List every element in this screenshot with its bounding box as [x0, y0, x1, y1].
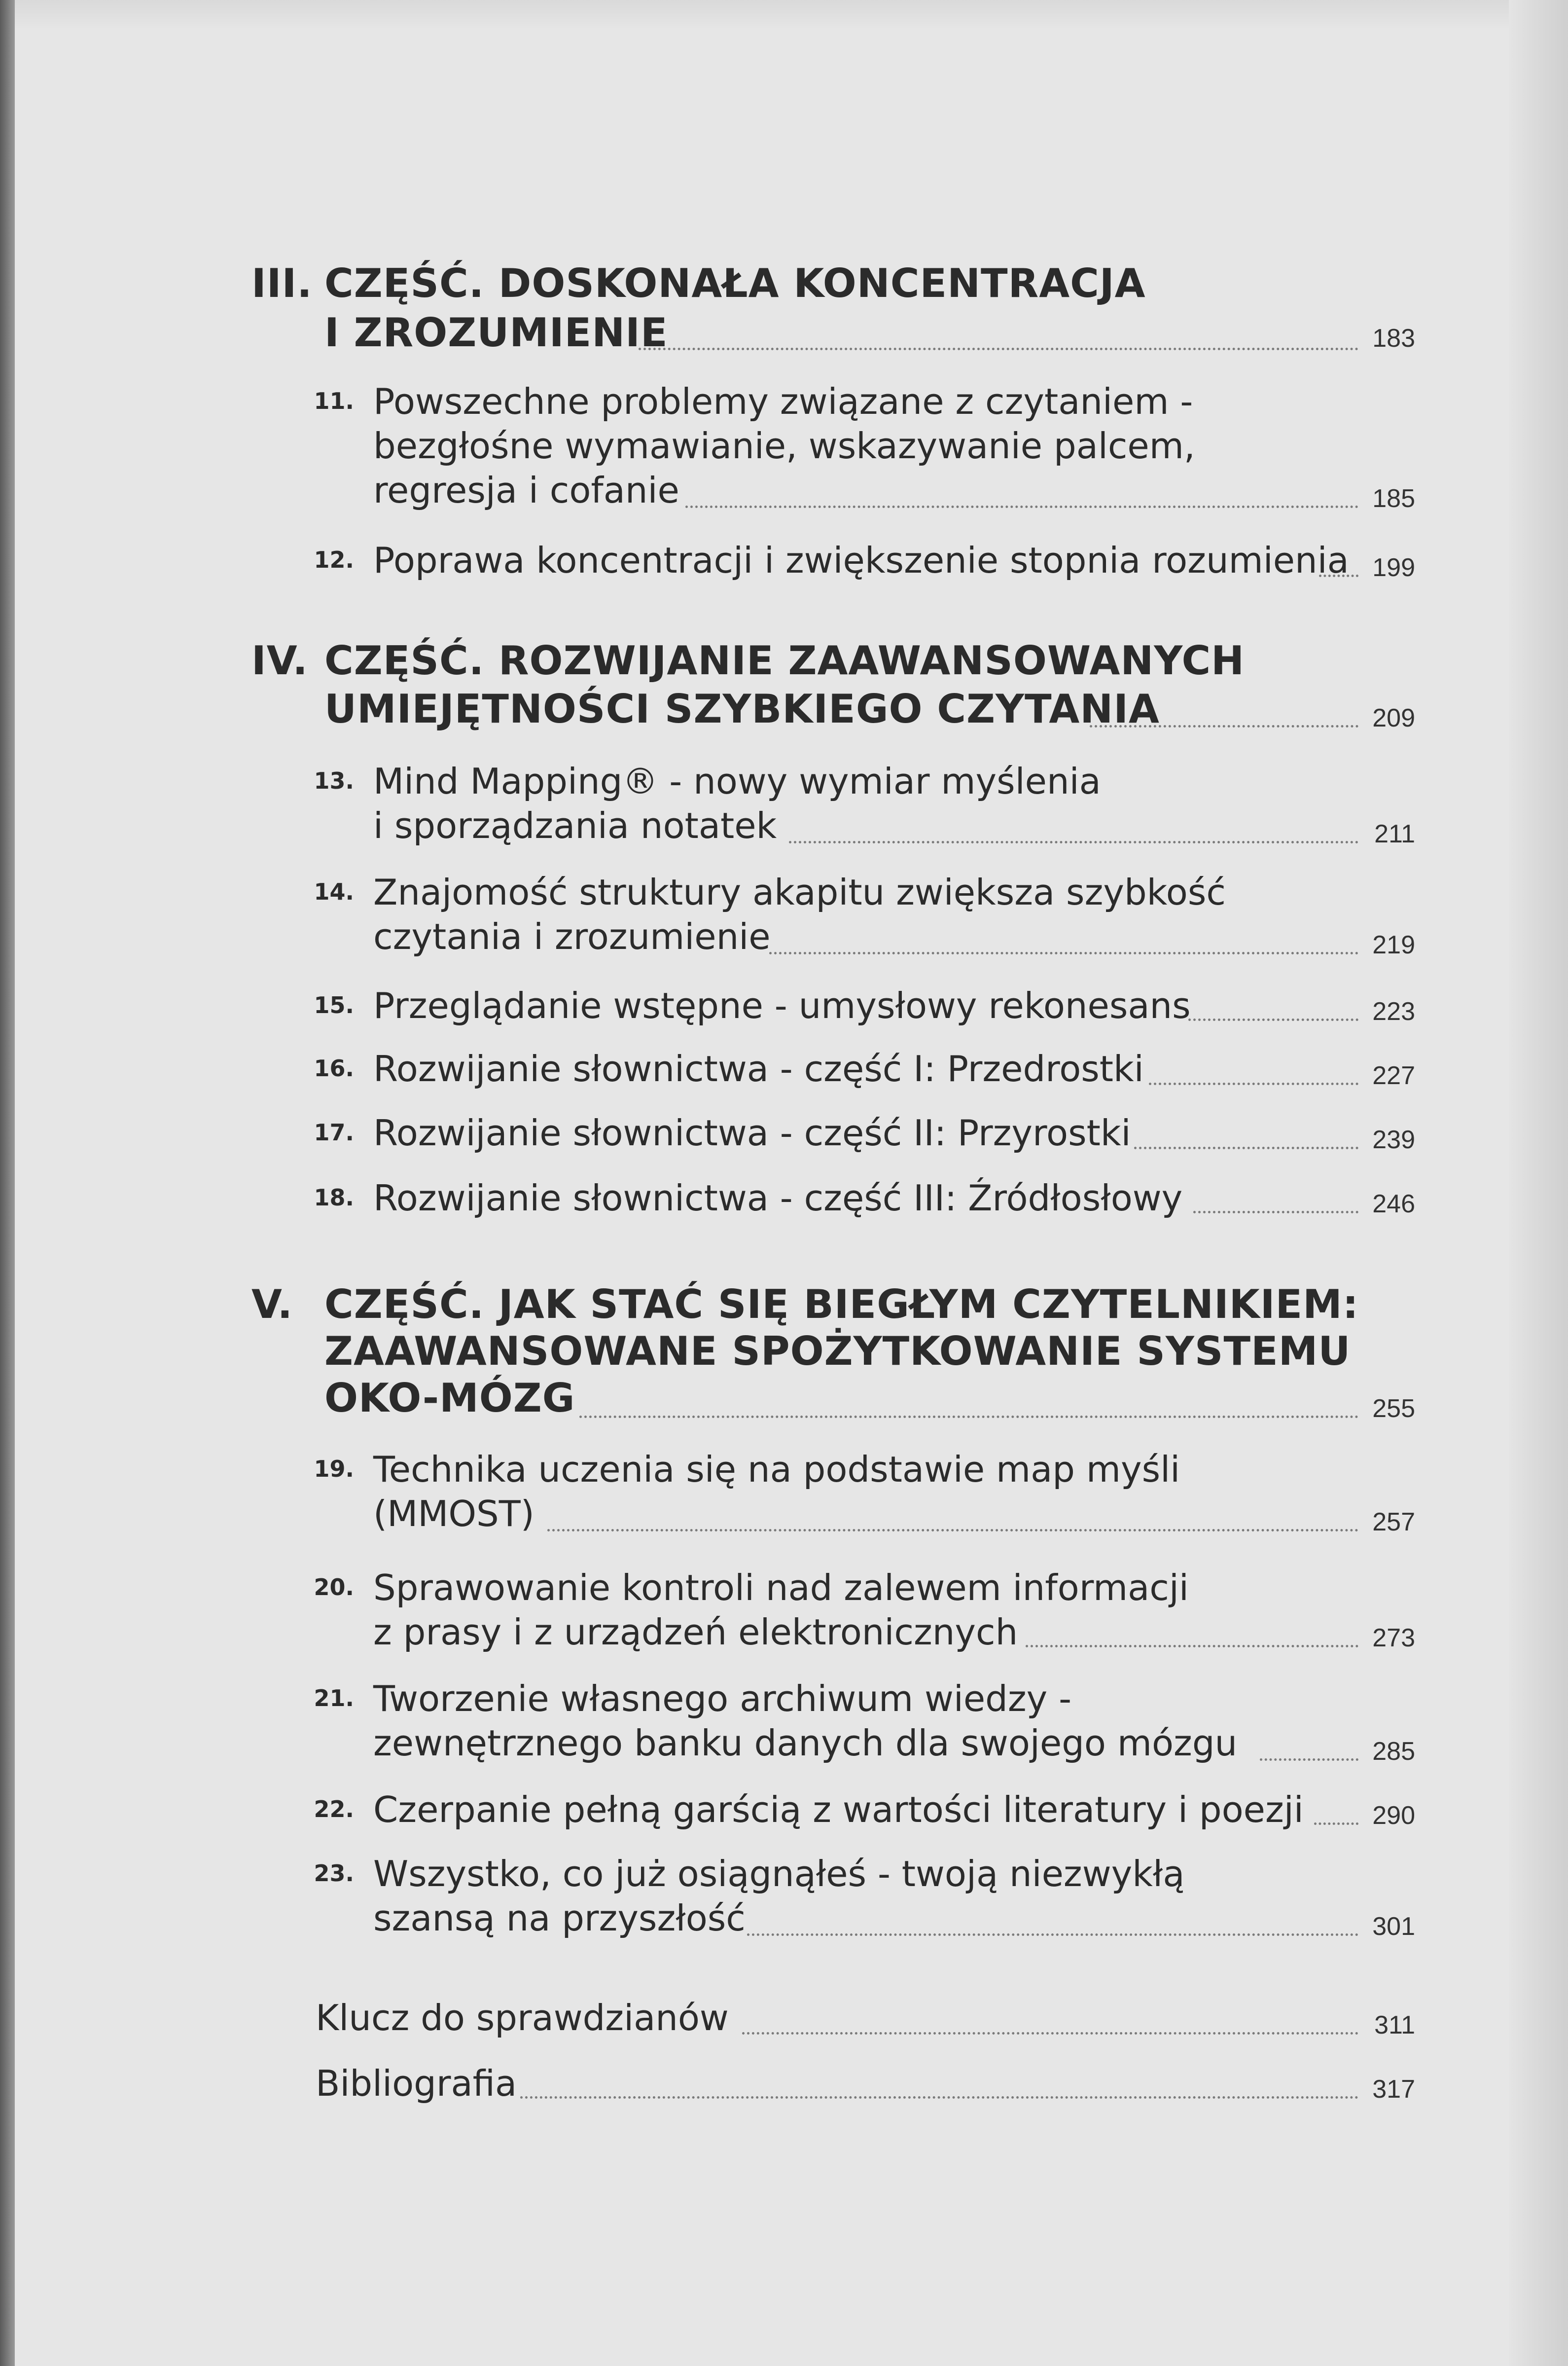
page-number: 239	[1372, 1126, 1415, 1154]
chapter-number: 18.	[314, 1184, 354, 1211]
dot-leader	[1090, 720, 1358, 728]
chapter-number: 13.	[314, 767, 354, 794]
chapter-title-line: Sprawowanie kontroli nad zalewem informacji	[373, 1567, 1189, 1608]
part-title-line: I ZROZUMIENIE	[324, 310, 668, 356]
chapter-title-line: zewnętrznego banku danych dla swojego mózgu	[373, 1722, 1238, 1764]
part-title-line: CZĘŚĆ. ROZWIJANIE ZAAWANSOWANYCH	[324, 638, 1245, 684]
page-number: 219	[1372, 931, 1415, 959]
back-matter-title: Klucz do sprawdzianów	[316, 1997, 729, 2038]
part-title-line: CZĘŚĆ. DOSKONAŁA KONCENTRACJA	[324, 260, 1146, 306]
dot-leader	[1188, 1014, 1358, 1021]
chapter-title-line: (MMOST)	[373, 1493, 535, 1534]
part-number: IV.	[251, 638, 308, 684]
chapter-title-line: Rozwijanie słownictwa - część I: Przedrostki	[373, 1048, 1144, 1090]
chapter-number: 11.	[314, 388, 354, 414]
chapter-title-line: Tworzenie własnego archiwum wiedzy -	[373, 1678, 1072, 1719]
dot-leader	[1026, 1640, 1358, 1647]
chapter-number: 21.	[314, 1685, 354, 1711]
chapter-title-line: Technika uczenia się na podstawie map myśli	[373, 1449, 1180, 1490]
chapter-title-line: i sporządzania notatek	[373, 805, 777, 846]
page-number: 227	[1372, 1061, 1415, 1090]
chapter-number: 12.	[314, 546, 354, 573]
dot-leader	[769, 947, 1358, 954]
chapter-title-line: regresja i cofanie	[373, 470, 679, 511]
part-title-line: ZAAWANSOWANE SPOŻYTKOWANIE SYSTEMU	[324, 1328, 1351, 1374]
chapter-title-line: Poprawa koncentracji i zwiększenie stopnia rozumienia	[373, 540, 1349, 581]
page-number: 223	[1372, 997, 1415, 1026]
dot-leader	[639, 343, 1358, 350]
chapter-title-line: Wszystko, co już osiągnąłeś - twoją niezwykłą	[373, 1853, 1185, 1894]
chapter-title-line: bezgłośne wymawianie, wskazywanie palcem,	[373, 425, 1195, 467]
page-number: 255	[1372, 1394, 1415, 1423]
page-number: 199	[1372, 553, 1415, 582]
back-matter-title: Bibliografia	[316, 2063, 517, 2104]
dot-leader	[747, 1929, 1358, 1936]
chapter-number: 16.	[314, 1055, 354, 1082]
chapter-title-line: Znajomość struktury akapitu zwiększa szybkość	[373, 872, 1226, 913]
chapter-title-line: szansą na przyszłość	[373, 1897, 746, 1939]
chapter-number: 14.	[314, 878, 354, 905]
page-number: 273	[1372, 1624, 1415, 1652]
chapter-number: 17.	[314, 1119, 354, 1146]
dot-leader	[1149, 1078, 1358, 1085]
part-title-line: OKO-MÓZG	[324, 1375, 575, 1421]
chapter-number: 20.	[314, 1574, 354, 1601]
dot-leader	[1314, 1818, 1358, 1825]
dot-leader	[520, 2091, 1358, 2099]
chapter-title-line: Rozwijanie słownictwa - część II: Przyrostki	[373, 1112, 1131, 1154]
dot-leader	[579, 1411, 1358, 1418]
page-number: 317	[1372, 2075, 1415, 2104]
chapter-title-line: czytania i zrozumienie	[373, 916, 771, 957]
page-number: 285	[1372, 1737, 1415, 1766]
dot-leader	[1260, 1753, 1358, 1761]
part-number: III.	[251, 260, 313, 306]
page-number: 311	[1374, 2011, 1415, 2039]
page-number: 185	[1372, 484, 1415, 513]
page-number: 301	[1372, 1912, 1415, 1941]
chapter-title-line: Powszechne problemy związane z czytaniem -	[373, 381, 1193, 422]
part-title-line: CZĘŚĆ. JAK STAĆ SIĘ BIEGŁYM CZYTELNIKIEM:	[324, 1281, 1359, 1327]
page-number: 211	[1374, 820, 1415, 848]
part-number: V.	[251, 1281, 293, 1327]
chapter-title-line: Mind Mapping® - nowy wymiar myślenia	[373, 761, 1101, 802]
chapter-title-line: Przeglądanie wstępne - umysłowy rekonesans	[373, 985, 1191, 1026]
page-number: 183	[1372, 324, 1415, 353]
page-number: 290	[1372, 1801, 1415, 1830]
page-number: 246	[1372, 1190, 1415, 1218]
dot-leader	[547, 1524, 1358, 1531]
dot-leader	[1134, 1142, 1358, 1149]
chapter-title-line: Rozwijanie słownictwa - część III: Źródłosłowy	[373, 1177, 1183, 1219]
chapter-number: 15.	[314, 992, 354, 1019]
dot-leader	[1319, 570, 1358, 577]
chapter-title-line: z prasy i z urządzeń elektronicznych	[373, 1611, 1018, 1653]
page-number: 209	[1372, 704, 1415, 732]
page-number: 257	[1372, 1508, 1415, 1536]
chapter-number: 22.	[314, 1796, 354, 1822]
dot-leader	[742, 2027, 1358, 2035]
dot-leader	[1193, 1206, 1358, 1213]
chapter-number: 23.	[314, 1860, 354, 1887]
chapter-title-line: Czerpanie pełną garścią z wartości literatury i poezji	[373, 1789, 1304, 1830]
dot-leader	[685, 501, 1358, 508]
chapter-number: 19.	[314, 1456, 354, 1482]
dot-leader	[789, 836, 1358, 843]
part-title-line: UMIEJĘTNOŚCI SZYBKIEGO CZYTANIA	[324, 686, 1160, 732]
